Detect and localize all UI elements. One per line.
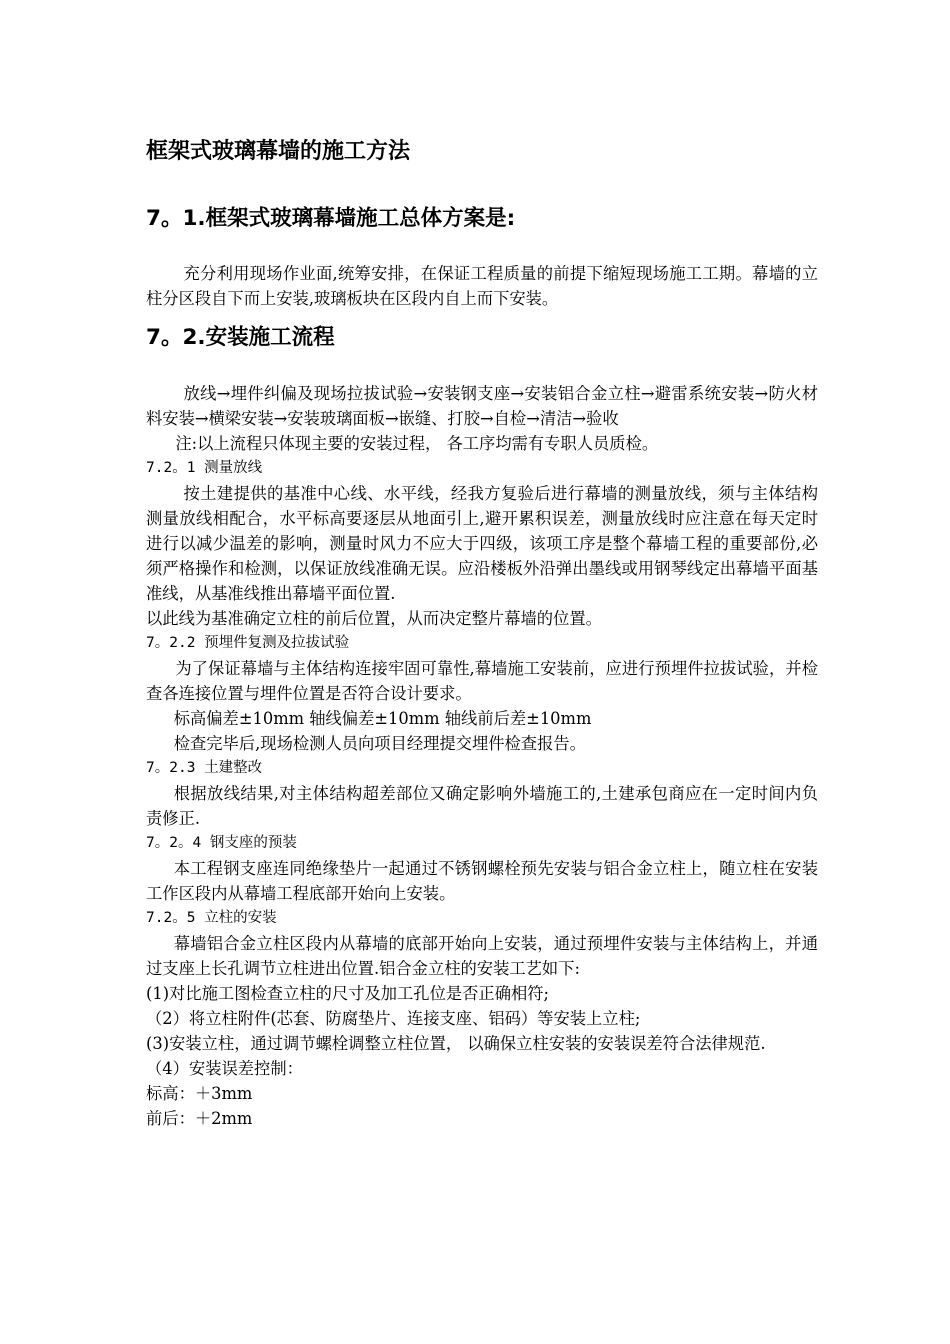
subsection-heading-7-2-3: 7。2.3 土建整改	[146, 760, 263, 776]
subsection-heading-7-2-5: 7.2。5 立柱的安装	[146, 910, 277, 926]
subsection-7-2-2-paragraph: 为了保证幕墙与主体结构连接牢固可靠性,幕墙施工安装前，应进行预埋件拉拔试验，并检查各连接位置与埋件位置是否符合设计要求。	[146, 659, 818, 703]
install-step-1: (1)对比施工图检查立柱的尺寸及加工孔位是否正确相符;	[146, 984, 550, 1003]
install-step-4: （4）安装误差控制：	[146, 1059, 303, 1078]
install-step-3: (3)安装立柱，通过调节螺栓调整立柱位置， 以确保立柱安装的安装误差符合法律规范.	[146, 1034, 766, 1053]
section-heading-7-1: 7。1.框架式玻璃幕墙施工总体方案是:	[146, 206, 516, 231]
section-heading-7-2: 7。2.安装施工流程	[146, 325, 335, 350]
flow-note: 注:以上流程只体现主要的安装过程， 各工序均需有专职人员质检。	[175, 434, 659, 453]
subsection-7-2-4-paragraph: 本工程钢支座连同绝缘垫片一起通过不锈钢螺栓预先安装与铝合金立柱上，随立柱在安装工作区段内从幕墙工程底部开始向上安装。	[146, 859, 818, 903]
tolerance-front-back: 前后：＋2mm	[146, 1109, 253, 1128]
subsection-heading-7-2-4: 7。2。4 钢支座的预装	[146, 835, 297, 851]
section-7-1-paragraph: 充分利用现场作业面,统筹安排，在保证工程质量的前提下缩短现场施工工期。幕墙的立柱分区段自下而上安装,玻璃板块在区段内自上而下安装。	[146, 264, 818, 308]
install-step-2: （2）将立柱附件(芯套、防腐垫片、连接支座、铝码）等安装上立柱;	[146, 1009, 641, 1028]
construction-flow-paragraph: 放线→埋件纠偏及现场拉拔试验→安装钢支座→安装铝合金立柱→避雷系统安装→防火材料安装→横梁安装→安装玻璃面板→嵌缝、打胶→自检→清洁→验收	[146, 384, 818, 428]
subsection-heading-7-2-2: 7。2.2 预埋件复测及拉拔试验	[146, 635, 350, 651]
subsection-7-2-5-paragraph: 幕墙铝合金立柱区段内从幕墙的底部开始向上安装，通过预埋件安装与主体结构上，并通过支座上长孔调节立柱进出位置.铝合金立柱的安装工艺如下:	[146, 934, 818, 978]
document-page	[146, 130, 818, 1131]
tolerance-line: 标高偏差±10mm 轴线偏差±10mm 轴线前后差±10mm	[173, 709, 592, 728]
subsection-7-2-1-paragraph: 按土建提供的基准中心线、水平线，经我方复验后进行幕墙的测量放线，须与主体结构测量放线相配合，水平标高要逐层从地面引上,避开累积误差，测量放线时应注意在每天定时进行以减少温差的影响，测量时风力不应大于四级，该项工序是整个幕墙工程的重要部份,必须严格操作和检测，以保证放线准确无误。应沿楼板外沿弹出墨线或用钢琴线定出幕墙平面基准线，从基准线推出幕墙平面位置.	[146, 484, 818, 603]
subsection-7-2-1-line: 以此线为基准确定立柱的前后位置，从而决定整片幕墙的位置。	[146, 609, 602, 628]
subsection-7-2-3-paragraph: 根据放线结果,对主体结构超差部位又确定影响外墙施工的,土建承包商应在一定时间内负责修正.	[146, 784, 818, 828]
tolerance-elevation: 标高：＋3mm	[146, 1084, 253, 1103]
subsection-heading-7-2-1: 7.2。1 测量放线	[146, 460, 263, 476]
inspection-report-line: 检查完毕后,现场检测人员向项目经理提交埋件检查报告。	[173, 734, 586, 753]
document-title: 框架式玻璃幕墙的施工方法	[146, 139, 411, 164]
